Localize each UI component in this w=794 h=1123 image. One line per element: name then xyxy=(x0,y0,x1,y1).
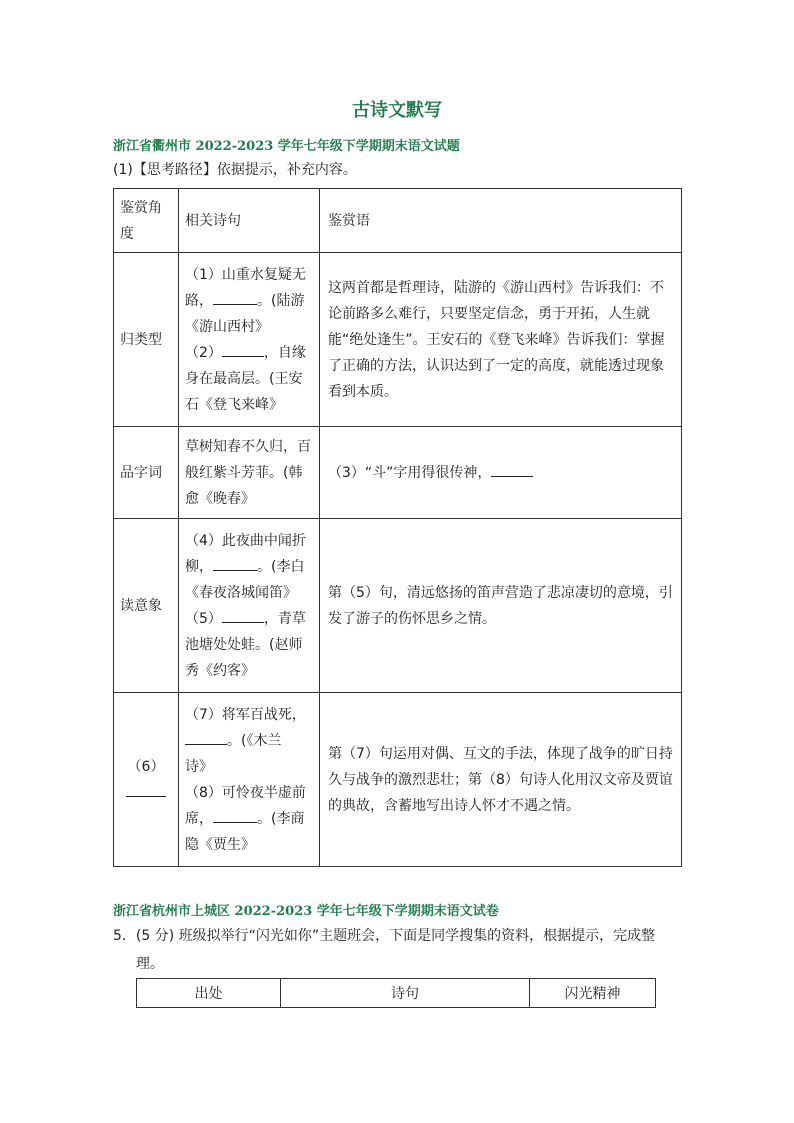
shining-table xyxy=(136,978,656,1008)
table-row xyxy=(114,427,682,519)
table-row xyxy=(114,253,682,427)
fill-blank-1[interactable] xyxy=(213,288,257,305)
question-5-line2: 理。 xyxy=(136,956,164,972)
table-row xyxy=(114,693,682,867)
header-appreciation: 鉴赏语 xyxy=(320,189,682,253)
row-appreciation: （3）“斗”字用得很传神， xyxy=(320,427,682,519)
poem-line: 。(《木兰 xyxy=(185,728,313,754)
row-appreciation: 第（5）句，清远悠扬的笛声营造了悲凉凄切的意境，引发了游子的伤怀思乡之情。 xyxy=(320,519,682,693)
poem-line: （8）可怜夜半虚前 xyxy=(185,784,306,801)
header-poem: 相关诗句 xyxy=(179,189,320,253)
row-angle: 读意象 xyxy=(114,519,179,693)
row-appreciation: 第（7）句运用对偶、互文的手法，体现了战争的旷日持久与战争的激烈悲壮；第（8）句诗人化用汉文帝及贾谊的典故，含蓄地写出诗人怀才不遇之情。 xyxy=(320,693,682,867)
poem-line: 隐《贾生》 xyxy=(185,836,255,853)
header-angle: 鉴赏角度 xyxy=(114,189,179,253)
table-header-row xyxy=(137,979,656,1008)
header-verse: 诗句 xyxy=(281,979,530,1008)
section-heading-hangzhou: 浙江省杭州市上城区 2022-2023 学年七年级下学期期末语文试卷 xyxy=(113,904,499,919)
row-poem: 草树知春不久归，百般红紫斗芳菲。(韩愈《晚春》 xyxy=(179,427,320,519)
row-poem xyxy=(179,693,320,867)
row-angle: （6） xyxy=(114,693,179,867)
table-row xyxy=(114,519,682,693)
row-poem xyxy=(179,519,320,693)
poem-line: 《游山西村》 xyxy=(185,318,269,335)
poem-line: （1）山重水复疑无 xyxy=(185,266,306,283)
row-angle: 品字词 xyxy=(114,427,179,519)
fill-blank-3[interactable] xyxy=(491,460,533,477)
poem-line: 身在最高层。(王安 xyxy=(185,370,303,387)
row-angle: 归类型 xyxy=(114,253,179,427)
poem-line: （7）将军百战死， xyxy=(185,706,306,723)
poem-line: 路， 。(陆游 xyxy=(185,288,313,314)
question-1-prompt: (1)【思考路径】依据提示，补充内容。 xyxy=(113,162,357,178)
poem-line: 诗》 xyxy=(185,758,213,775)
fill-blank-8[interactable] xyxy=(213,806,257,823)
poem-line: 秀《约客》 xyxy=(185,662,255,679)
poem-line: 石《登飞来峰》 xyxy=(185,396,283,413)
poem-line: 席， 。(李商 xyxy=(185,806,313,832)
poem-line: （2） ，自缘 xyxy=(185,340,313,366)
fill-blank-6[interactable] xyxy=(126,780,166,797)
appreciation-table xyxy=(113,188,682,867)
fill-blank-4[interactable] xyxy=(213,554,257,571)
poem-line: 柳， 。(李白 xyxy=(185,554,313,580)
row-appreciation: 这两首都是哲理诗，陆游的《游山西村》告诉我们：不论前路多么难行，只要坚定信念，勇于开拓，人生就能“绝处逢生”。王安石的《登飞来峰》告诉我们：掌握了正确的方法，认识达到了一定的高度，就能透过现象看到本质。 xyxy=(320,253,682,427)
section-heading-quzhou: 浙江省衢州市 2022-2023 学年七年级下学期期末语文试题 xyxy=(113,139,460,154)
fill-blank-7[interactable] xyxy=(185,728,227,745)
poem-line: （4）此夜曲中闻折 xyxy=(185,532,306,549)
page-title: 古诗文默写 xyxy=(352,100,442,121)
fill-blank-5[interactable] xyxy=(222,606,264,623)
question-5 xyxy=(113,922,683,978)
header-spirit: 闪光精神 xyxy=(530,979,656,1008)
poem-line: 《春夜洛城闻笛》 xyxy=(185,584,297,601)
table-header-row xyxy=(114,189,682,253)
poem-line: 池塘处处蛙。(赵师 xyxy=(185,636,303,653)
header-source: 出处 xyxy=(137,979,281,1008)
poem-line: （5） ，青草 xyxy=(185,606,313,632)
row-poem xyxy=(179,253,320,427)
fill-blank-2[interactable] xyxy=(222,340,264,357)
question-5-line1: 5．(5 分) 班级拟举行“闪光如你”主题班会，下面是同学搜集的资料，根据提示，完成整 xyxy=(113,928,656,944)
